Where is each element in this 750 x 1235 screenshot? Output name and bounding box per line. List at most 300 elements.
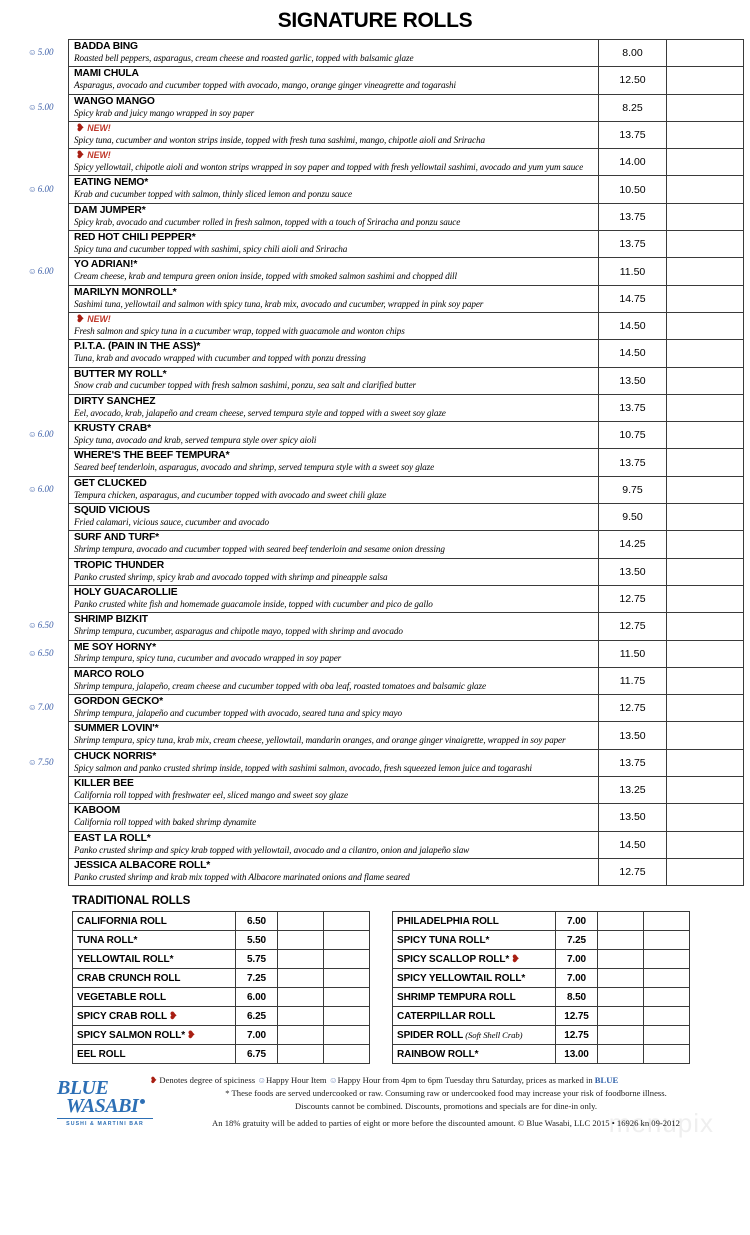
signature-roll-row (69, 831, 744, 858)
traditional-roll-price: 7.00 (556, 912, 598, 931)
traditional-roll-price: 8.50 (556, 988, 598, 1007)
roll-blank-cell (667, 558, 744, 585)
smiley-icon: ☺ (257, 1075, 266, 1086)
roll-name-cell (69, 312, 599, 339)
traditional-blank-2 (324, 988, 370, 1007)
roll-title: TROPIC THUNDER (74, 559, 164, 571)
traditional-roll-label: SPICY TUNA ROLL* (397, 934, 490, 946)
traditional-roll-price: 7.00 (556, 950, 598, 969)
traditional-roll-row (73, 912, 370, 931)
signature-roll-row (69, 258, 744, 285)
roll-price: 12.75 (599, 695, 667, 722)
roll-blank-cell (667, 67, 744, 94)
signature-roll-row (69, 640, 744, 667)
traditional-roll-price: 13.00 (556, 1045, 598, 1064)
happy-hour-price: ☺7.00 (28, 702, 54, 713)
roll-title: RED HOT CHILI PEPPER* (74, 232, 196, 244)
smiley-icon: ☺ (28, 265, 37, 276)
traditional-blank-1 (598, 931, 644, 950)
roll-name-cell (69, 777, 599, 804)
roll-price: 13.50 (599, 804, 667, 831)
traditional-rolls-table-left (72, 911, 370, 1064)
footer (0, 1074, 750, 1160)
roll-name-cell (69, 67, 599, 94)
roll-name-cell (69, 340, 599, 367)
roll-price: 12.75 (599, 858, 667, 885)
roll-description: Eel, avocado, krab, jalapeño and cream cheese, served tempura style and topped with a sweet soy glaze (74, 407, 446, 418)
traditional-roll-label: SPICY SCALLOP ROLL* (397, 953, 510, 965)
roll-title: SUMMER LOVIN'* (74, 723, 159, 735)
roll-price: 12.75 (599, 613, 667, 640)
roll-title: DIRTY SANCHEZ (74, 395, 156, 407)
roll-description: Spicy krab and juicy mango wrapped in soy paper (74, 107, 255, 118)
traditional-blank-2 (644, 912, 690, 931)
traditional-roll-row (393, 969, 690, 988)
signature-roll-row (69, 613, 744, 640)
roll-name-cell (69, 394, 599, 421)
roll-name-cell (69, 831, 599, 858)
roll-price: 13.75 (599, 231, 667, 258)
roll-description: Asparagus, avocado and cucumber topped with avocado, mango, orange ginger vineagrette and togarashi (74, 80, 456, 91)
traditional-roll-price: 12.75 (556, 1026, 598, 1045)
roll-description: California roll topped with baked shrimp dynamite (74, 817, 257, 828)
roll-description: Shrimp tempura, jalapeño and cucumber topped with avocado, seared tuna and spicy mayo (74, 708, 402, 719)
traditional-blank-2 (324, 1045, 370, 1064)
traditional-roll-name (393, 988, 556, 1007)
traditional-blank-2 (324, 1026, 370, 1045)
happy-hour-price: ☺6.50 (28, 647, 54, 658)
roll-description: Cream cheese, krab and tempura green onion inside, topped with smoked salmon sashimi and chopped dill (74, 271, 457, 282)
traditional-blank-1 (278, 988, 324, 1007)
roll-description: Krab and cucumber topped with salmon, thinly sliced lemon and ponzu sauce (74, 189, 352, 200)
roll-blank-cell (667, 203, 744, 230)
roll-description: Shrimp tempura, cucumber, asparagus and chipotle mayo, topped with shrimp and avocado (74, 626, 403, 637)
happy-hour-price: ☺7.50 (28, 756, 54, 767)
roll-name-cell (69, 121, 599, 148)
traditional-rolls-table-right (392, 911, 690, 1064)
roll-title: DAM JUMPER* (74, 204, 146, 216)
roll-blank-cell (667, 94, 744, 121)
happy-hour-price: ☺6.00 (28, 483, 54, 494)
roll-title: EAST LA ROLL* (74, 832, 151, 844)
roll-description: Shrimp tempura, spicy tuna, cucumber and avocado wrapped in soy paper (74, 653, 342, 664)
traditional-roll-row (73, 1026, 370, 1045)
traditional-roll-label: SPICY YELLOWTAIL ROLL* (397, 972, 526, 984)
footer-legend-happy-hour-times: Happy Hour from 4pm to 6pm Tuesday thru Saturday, prices as marked in (337, 1075, 593, 1086)
traditional-roll-price: 7.00 (236, 1026, 278, 1045)
traditional-roll-row (73, 931, 370, 950)
logo-line-blue: BLUE (57, 1077, 109, 1100)
roll-name-cell (69, 258, 599, 285)
traditional-blank-1 (598, 1026, 644, 1045)
footer-fine-print (150, 1074, 750, 1129)
roll-title: JESSICA ALBACORE ROLL* (74, 859, 211, 871)
traditional-blank-1 (598, 1007, 644, 1026)
roll-name-cell (69, 476, 599, 503)
footer-legend-spiciness: Denotes degree of spiciness (159, 1075, 256, 1086)
roll-price: 14.75 (599, 285, 667, 312)
traditional-blank-2 (644, 988, 690, 1007)
roll-title: KRUSTY CRAB* (74, 423, 151, 435)
signature-roll-row (69, 449, 744, 476)
signature-roll-row (69, 777, 744, 804)
traditional-blank-2 (644, 969, 690, 988)
footer-raw-food-notice: * These foods are served undercooked or raw. Consuming raw or undercooked food may increase your risk of foodborne illness. (225, 1088, 667, 1099)
signature-roll-row (69, 749, 744, 776)
happy-hour-price: ☺5.00 (28, 47, 54, 58)
chili-icon: ❥ (76, 122, 85, 134)
roll-blank-cell (667, 258, 744, 285)
roll-price: 12.50 (599, 67, 667, 94)
roll-price: 14.25 (599, 531, 667, 558)
signature-roll-row (69, 804, 744, 831)
traditional-roll-note: (Soft Shell Crab) (463, 1029, 523, 1040)
traditional-roll-name (393, 1007, 556, 1026)
roll-price: 10.50 (599, 176, 667, 203)
traditional-roll-label: CALIFORNIA ROLL (77, 915, 167, 927)
roll-title: P.I.T.A. (PAIN IN THE ASS)* (74, 341, 201, 353)
traditional-blank-2 (644, 950, 690, 969)
roll-title (74, 315, 593, 326)
traditional-rolls-heading: TRADITIONAL ROLLS (72, 895, 191, 908)
traditional-roll-label: SPIDER ROLL (397, 1029, 464, 1041)
smiley-icon: ☺ (28, 429, 37, 440)
new-badge: NEW! (87, 122, 111, 133)
traditional-roll-row (393, 1045, 690, 1064)
traditional-blank-1 (278, 1007, 324, 1026)
traditional-roll-name (393, 1045, 556, 1064)
traditional-blank-2 (324, 1007, 370, 1026)
signature-roll-row (69, 585, 744, 612)
signature-roll-row (69, 422, 744, 449)
new-badge: NEW! (87, 313, 111, 324)
traditional-blank-2 (644, 1045, 690, 1064)
traditional-roll-row (73, 1045, 370, 1064)
smiley-icon: ☺ (28, 647, 37, 658)
traditional-blank-1 (278, 931, 324, 950)
roll-description: Spicy tuna and cucumber topped with sashimi, spicy chili aioli and Sriracha (74, 243, 348, 254)
traditional-roll-row (73, 988, 370, 1007)
roll-blank-cell (667, 640, 744, 667)
traditional-roll-price: 6.75 (236, 1045, 278, 1064)
blue-wasabi-logo (57, 1077, 153, 1128)
roll-description: California roll topped with freshwater eel, sliced mango and sweet soy glaze (74, 789, 348, 800)
roll-name-cell (69, 203, 599, 230)
roll-price: 13.25 (599, 777, 667, 804)
roll-name-cell (69, 149, 599, 176)
watermark: menupix (608, 1108, 714, 1138)
roll-name-cell (69, 585, 599, 612)
roll-name-cell (69, 722, 599, 749)
smiley-icon: ☺ (28, 183, 37, 194)
roll-blank-cell (667, 312, 744, 339)
traditional-blank-1 (278, 912, 324, 931)
traditional-roll-label: RAINBOW ROLL* (397, 1048, 479, 1060)
roll-title: KILLER BEE (74, 778, 134, 790)
roll-blank-cell (667, 449, 744, 476)
traditional-roll-name (73, 988, 236, 1007)
roll-price: 14.50 (599, 340, 667, 367)
traditional-roll-label: TUNA ROLL* (77, 934, 138, 946)
roll-price: 11.50 (599, 258, 667, 285)
roll-description: Shrimp tempura, avocado and cucumber topped with seared beef tenderloin and sesame onion dressing (74, 544, 445, 555)
roll-description: Spicy salmon and panko crusted shrimp inside, topped with sashimi salmon, avocado, fresh squeezed lemon juice and togarashi (74, 762, 532, 773)
traditional-roll-label: YELLOWTAIL ROLL* (77, 953, 174, 965)
roll-description: Tuna, krab and avocado wrapped with cucumber and topped with ponzu dressing (74, 353, 366, 364)
traditional-roll-name (393, 950, 556, 969)
footer-legend-happy-hour-item: Happy Hour Item (266, 1075, 327, 1086)
roll-description: Fresh salmon and spicy tuna in a cucumber wrap, topped with guacamole and wonton chips (74, 325, 405, 336)
traditional-blank-1 (278, 969, 324, 988)
roll-price: 8.25 (599, 94, 667, 121)
roll-price: 11.75 (599, 667, 667, 694)
roll-blank-cell (667, 422, 744, 449)
traditional-roll-label: SHRIMP TEMPURA ROLL (397, 991, 516, 1003)
signature-roll-row (69, 367, 744, 394)
traditional-blank-2 (644, 1026, 690, 1045)
traditional-roll-price: 7.25 (236, 969, 278, 988)
roll-description: Panko crusted white fish and homemade guacamole inside, topped with cucumber and pico de gallo (74, 598, 433, 609)
roll-blank-cell (667, 531, 744, 558)
roll-title: CHUCK NORRIS* (74, 750, 157, 762)
happy-hour-price: ☺6.50 (28, 620, 54, 631)
roll-title: SURF AND TURF* (74, 532, 160, 544)
roll-title: GORDON GECKO* (74, 696, 164, 708)
roll-name-cell (69, 449, 599, 476)
roll-description: Sashimi tuna, yellowtail and salmon with spicy tuna, krab mix, avocado and cucumber, wrapped in pink soy paper (74, 298, 484, 309)
roll-title: GET CLUCKED (74, 477, 147, 489)
traditional-roll-name (393, 969, 556, 988)
roll-price: 14.50 (599, 312, 667, 339)
roll-blank-cell (667, 504, 744, 531)
roll-title: SHRIMP BIZKIT (74, 614, 148, 626)
roll-title: MARILYN MONROLL* (74, 286, 177, 298)
signature-rolls-section (0, 39, 750, 886)
roll-title: SQUID VICIOUS (74, 505, 150, 517)
roll-price: 13.75 (599, 203, 667, 230)
roll-blank-cell (667, 340, 744, 367)
signature-roll-row (69, 40, 744, 67)
roll-description: Snow crab and cucumber topped with fresh salmon sashimi, ponzu, sea salt and clarified butter (74, 380, 417, 391)
traditional-roll-label: SPICY CRAB ROLL (77, 1010, 167, 1022)
roll-blank-cell (667, 476, 744, 503)
roll-description: Panko crusted shrimp and spicy krab topped with yellowtail, avocado and a cilantro, onion and jalapeño slaw (74, 844, 470, 855)
traditional-blank-1 (598, 912, 644, 931)
signature-rolls-body (69, 40, 744, 886)
signature-roll-row (69, 531, 744, 558)
traditional-blank-1 (598, 1045, 644, 1064)
traditional-roll-row (393, 950, 690, 969)
smiley-icon: ☺ (28, 756, 37, 767)
traditional-roll-name (73, 969, 236, 988)
chili-icon: ❥ (169, 1010, 178, 1022)
roll-name-cell (69, 804, 599, 831)
traditional-roll-name (73, 950, 236, 969)
traditional-rolls-section (72, 911, 750, 1064)
roll-name-cell (69, 94, 599, 121)
roll-description: Roasted bell peppers, asparagus, cream cheese and roasted garlic, topped with balsamic glaze (74, 52, 414, 63)
traditional-blank-2 (324, 950, 370, 969)
traditional-blank-2 (644, 1007, 690, 1026)
roll-name-cell (69, 531, 599, 558)
roll-blank-cell (667, 777, 744, 804)
roll-blank-cell (667, 667, 744, 694)
signature-rolls-table (68, 39, 744, 886)
traditional-roll-row (393, 988, 690, 1007)
roll-title (74, 151, 593, 162)
smiley-icon-2: ☺ (328, 1075, 338, 1086)
traditional-blank-1 (598, 950, 644, 969)
happy-hour-price: ☺6.00 (28, 265, 54, 276)
footer-gratuity-copyright: An 18% gratuity will be added to parties of eight or more before the discounted amount. © Blue Wasabi, LLC 2015 • 16926 kn 09-2012 (212, 1117, 680, 1128)
traditional-blank-2 (324, 912, 370, 931)
traditional-roll-price: 6.25 (236, 1007, 278, 1026)
logo-dot-icon (140, 1099, 145, 1104)
traditional-roll-row (393, 931, 690, 950)
chili-icon: ❥ (187, 1029, 196, 1041)
footer-legend-line (150, 1074, 742, 1086)
roll-description: Shrimp tempura, spicy tuna, krab mix, cream cheese, yellowtail, mandarin oranges, and orange ginger vinaigrette, wrapped in soy paper (74, 735, 566, 746)
traditional-blank-2 (644, 931, 690, 950)
roll-price: 14.50 (599, 831, 667, 858)
traditional-roll-label: PHILADELPHIA ROLL (397, 915, 499, 927)
roll-blank-cell (667, 394, 744, 421)
roll-blank-cell (667, 367, 744, 394)
roll-description: Seared beef tenderloin, asparagus, avocado and shrimp, served tempura style with a sweet soy glaze (74, 462, 435, 473)
signature-roll-row (69, 285, 744, 312)
roll-description: Spicy krab, avocado and cucumber rolled in fresh salmon, topped with a touch of Sriracha and ponzu sauce (74, 216, 461, 227)
traditional-roll-name (73, 1045, 236, 1064)
traditional-roll-label: EEL ROLL (77, 1048, 126, 1060)
roll-name-cell (69, 231, 599, 258)
roll-price: 13.50 (599, 367, 667, 394)
signature-roll-row (69, 203, 744, 230)
chili-icon: ❥ (76, 313, 85, 325)
roll-blank-cell (667, 231, 744, 258)
roll-blank-cell (667, 40, 744, 67)
traditional-roll-name (73, 1026, 236, 1045)
new-badge: NEW! (87, 150, 111, 161)
roll-price: 13.75 (599, 121, 667, 148)
roll-blank-cell (667, 804, 744, 831)
traditional-blank-2 (324, 931, 370, 950)
page-title: SIGNATURE ROLLS (277, 9, 473, 32)
signature-roll-row (69, 149, 744, 176)
traditional-roll-price: 5.50 (236, 931, 278, 950)
traditional-blank-1 (598, 988, 644, 1007)
traditional-blank-1 (278, 1026, 324, 1045)
roll-price: 8.00 (599, 40, 667, 67)
roll-title: BUTTER MY ROLL* (74, 368, 167, 380)
traditional-roll-row (393, 1026, 690, 1045)
signature-roll-row (69, 394, 744, 421)
traditional-roll-price: 6.00 (236, 988, 278, 1007)
traditional-roll-row (393, 912, 690, 931)
signature-roll-row (69, 67, 744, 94)
roll-title: MAMI CHULA (74, 68, 139, 80)
traditional-roll-label: VEGETABLE ROLL (77, 991, 166, 1003)
signature-roll-row (69, 858, 744, 885)
roll-price: 12.75 (599, 585, 667, 612)
happy-hour-price: ☺5.00 (28, 101, 54, 112)
roll-description: Fried calamari, vicious sauce, cucumber and avocado (74, 516, 269, 527)
roll-description: Panko crusted shrimp and krab mix topped with Albacore marinated onions and flame seared (74, 871, 410, 882)
roll-description: Tempura chicken, asparagus, and cucumber topped with avocado and sweet chili glaze (74, 489, 387, 500)
traditional-roll-label: CATERPILLAR ROLL (397, 1010, 496, 1022)
happy-hour-price: ☺6.00 (28, 183, 54, 194)
roll-blank-cell (667, 585, 744, 612)
chili-icon: ❥ (511, 953, 520, 965)
traditional-roll-row (73, 969, 370, 988)
roll-title: YO ADRIAN!* (74, 259, 138, 271)
chili-icon: ❥ (76, 150, 85, 162)
traditional-blank-1 (598, 969, 644, 988)
traditional-roll-name (393, 1026, 556, 1045)
traditional-roll-name (73, 931, 236, 950)
roll-name-cell (69, 667, 599, 694)
roll-price: 13.75 (599, 394, 667, 421)
signature-roll-row (69, 121, 744, 148)
roll-price: 14.00 (599, 149, 667, 176)
roll-blank-cell (667, 858, 744, 885)
roll-blank-cell (667, 176, 744, 203)
traditional-roll-price: 12.75 (556, 1007, 598, 1026)
roll-name-cell (69, 613, 599, 640)
roll-name-cell (69, 504, 599, 531)
smiley-icon: ☺ (28, 702, 37, 713)
roll-price: 9.75 (599, 476, 667, 503)
roll-price: 9.50 (599, 504, 667, 531)
traditional-roll-name (73, 1007, 236, 1026)
chili-icon: ❥ (150, 1075, 158, 1086)
traditional-roll-label: SPICY SALMON ROLL* (77, 1029, 186, 1041)
roll-title (74, 124, 593, 135)
signature-roll-row (69, 667, 744, 694)
signature-roll-row (69, 176, 744, 203)
smiley-icon: ☺ (28, 483, 37, 494)
signature-roll-row (69, 476, 744, 503)
roll-price: 13.75 (599, 449, 667, 476)
roll-price: 13.50 (599, 722, 667, 749)
roll-price: 13.50 (599, 558, 667, 585)
roll-price: 10.75 (599, 422, 667, 449)
traditional-blank-1 (278, 950, 324, 969)
roll-title: EATING NEMO* (74, 177, 149, 189)
roll-name-cell (69, 695, 599, 722)
traditional-roll-price: 7.00 (556, 969, 598, 988)
logo-divider (57, 1118, 153, 1119)
signature-roll-row (69, 504, 744, 531)
footer-legend-blue-word: BLUE (594, 1075, 619, 1086)
roll-blank-cell (667, 285, 744, 312)
roll-blank-cell (667, 613, 744, 640)
smiley-icon: ☺ (28, 101, 37, 112)
signature-roll-row (69, 695, 744, 722)
logo-wordmark (57, 1077, 153, 1117)
roll-title: WANGO MANGO (74, 95, 155, 107)
roll-price: 13.75 (599, 749, 667, 776)
traditional-roll-name (73, 912, 236, 931)
signature-roll-row (69, 340, 744, 367)
signature-roll-row (69, 722, 744, 749)
roll-description: Spicy yellowtail, chipotle aioli and wonton strips wrapped in soy paper and topped with fresh yellowtail sashimi, avocado and yum yum sauce (74, 162, 584, 173)
traditional-roll-row (393, 1007, 690, 1026)
roll-name-cell (69, 422, 599, 449)
logo-line-wasabi: WASABI (66, 1098, 153, 1116)
roll-name-cell (69, 40, 599, 67)
signature-roll-row (69, 94, 744, 121)
roll-title: WHERE'S THE BEEF TEMPURA* (74, 450, 230, 462)
